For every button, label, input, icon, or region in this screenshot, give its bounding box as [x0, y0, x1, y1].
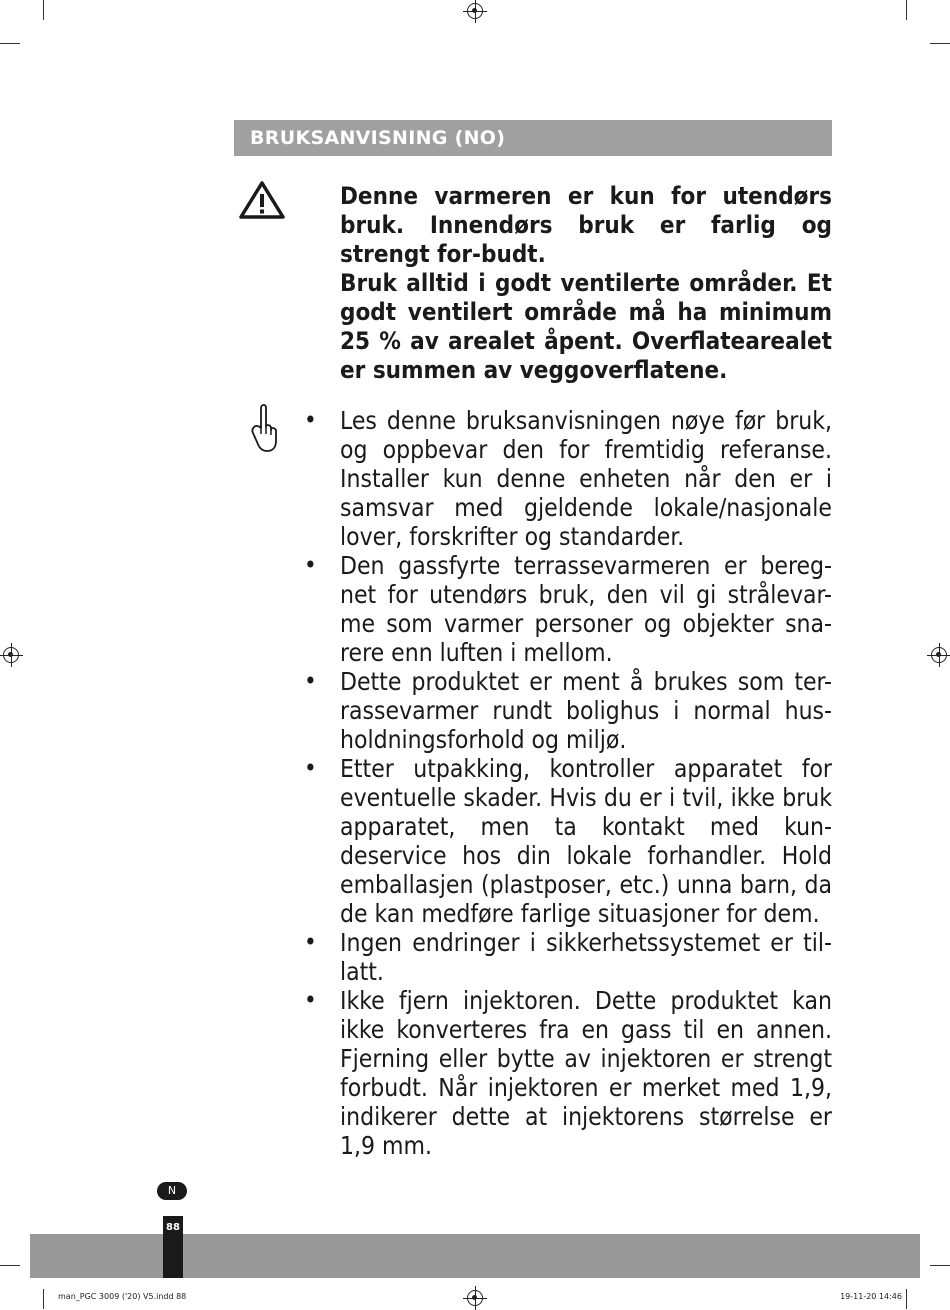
- slug-timestamp: 19-11-20 14:46: [840, 1292, 902, 1301]
- list-item: • Les denne bruksanvisningen nøye før bruk, og oppbevar den for fremtidig referanse. Installer kun denne enheten når den er i samsvar med gjeldende lokale/nasjonale lover, forskrifter og standarder.: [302, 406, 832, 551]
- list-item: • Ingen endringer i sikkerhetssystemet er til-latt.: [302, 928, 832, 986]
- crop-mark: [43, 0, 44, 20]
- instruction-list: [302, 406, 832, 1160]
- list-item: • Ikke fjern injektoren. Dette produktet kan ikke konverteres fra en gass til en annen. Fjerning eller bytte av injektoren er strengt forbudt. Når injektoren er merket med 1,9, indikerer dette at injektorens størrelse er 1,9 mm.: [302, 986, 832, 1160]
- warning-paragraph: Bruk alltid i godt ventilerte områder. Et godt ventilert område må ha minimum 25 % av arealet åpent. Overflatearealet er summen av veggoverflatene.: [340, 269, 832, 384]
- crop-mark: [930, 43, 950, 44]
- section-title: BRUKSANVISNING (NO): [234, 120, 832, 156]
- crop-mark: [0, 43, 20, 44]
- registration-mark-icon: [3, 647, 19, 663]
- list-item: • Dette produktet er ment å brukes som ter-rassevarmer rundt bolighus i normal hus-holdningsforhold og miljø.: [302, 667, 832, 754]
- crop-mark: [0, 1265, 20, 1266]
- warning-paragraph: Denne varmeren er kun for utendørs bruk. Innendørs bruk er farlig og strengt for-budt.: [340, 182, 832, 268]
- crop-mark: [930, 1265, 950, 1266]
- page-number: 88: [166, 1222, 180, 1233]
- registration-mark-icon: [931, 647, 947, 663]
- warning-text: [340, 182, 832, 385]
- slug-file-info: man_PGC 3009 ('20) V5.indd 88: [58, 1292, 187, 1301]
- registration-mark-icon: [467, 3, 483, 19]
- crop-mark: [906, 0, 907, 20]
- language-badge: N: [157, 1182, 187, 1200]
- registration-mark-icon: [467, 1290, 483, 1306]
- warning-triangle-icon: [238, 180, 286, 220]
- crop-mark: [43, 1289, 44, 1309]
- list-item: • Etter utpakking, kontroller apparatet for eventuelle skader. Hvis du er i tvil, ikke bruk apparatet, men ta kontakt med kun-deservice hos din lokale forhandler. Hold emballasjen (plastposer, etc.) unna barn, da de kan medføre farlige situasjoner for dem.: [302, 754, 832, 928]
- pointing-hand-icon: [248, 402, 278, 454]
- crop-mark: [906, 1289, 907, 1309]
- list-item: • Den gassfyrte terrassevarmeren er bereg-net for utendørs bruk, den vil gi strålevar-me som varmer personer og objekter sna-rere enn luften i mellom.: [302, 551, 832, 667]
